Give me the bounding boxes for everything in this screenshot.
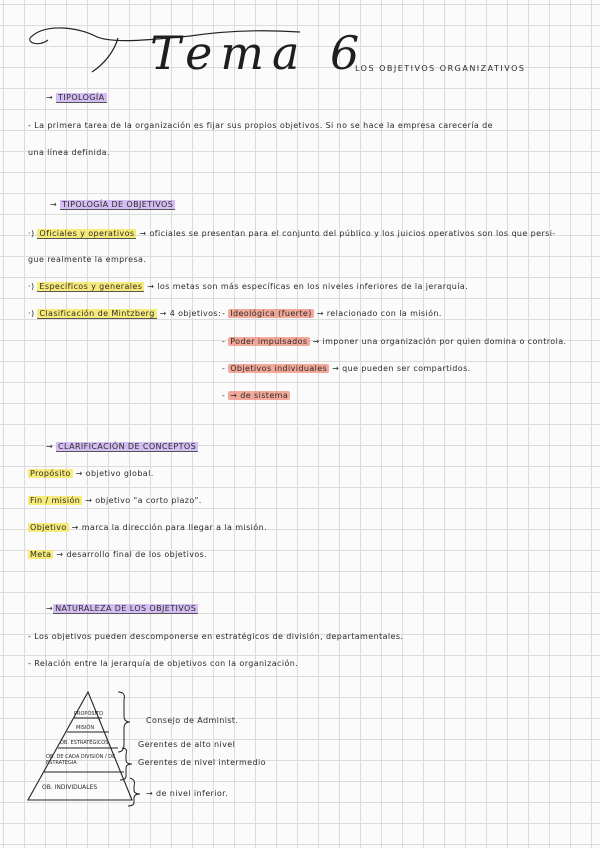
- naturaleza-line1: - Los objetivos pueden descomponerse en estratégicos de división, departamentales.: [28, 632, 404, 641]
- pyramid-level: MISIÓN: [76, 725, 95, 731]
- mintzberg-line: ·) Clasificación de Mintzberg → 4 objetivos:: [28, 309, 222, 318]
- mintzberg-item: - Objetivos individuales → que pueden ser compartidos.: [222, 364, 471, 373]
- tipologia-text-line1: - La primera tarea de la organización es fijar sus propios objetivos. Si no se hace la empresa carecería de: [28, 121, 493, 130]
- pyramid-level: OB. ESTRATÉGICOS: [60, 740, 109, 746]
- concept-line: Propósito → objetivo global.: [30, 469, 154, 478]
- pyramid-annotation: Gerentes de alto nivel: [138, 740, 236, 749]
- mintzberg-item: - Ideológica (fuerte) → relacionado con la misión.: [222, 309, 442, 318]
- pyramid-annotation: Consejo de Administ.: [146, 716, 239, 725]
- page-subtitle: LOS OBJETIVOS ORGANIZATIVOS: [355, 64, 526, 73]
- oficiales-line2: gue realmente la empresa.: [28, 255, 147, 264]
- concept-line: Fin / misión → objetivo "a corto plazo".: [30, 496, 202, 505]
- page-title: Tema 6: [150, 26, 368, 80]
- pyramid-level: OB. DE CADA DIVISIÓN / DE ESTRATEGIA: [46, 754, 116, 766]
- mintzberg-item: - Poder impulsados → imponer una organización por quien domina o controla.: [222, 337, 567, 346]
- pyramid-level: PROPÓSITO: [74, 711, 104, 717]
- naturaleza-line2: - Relación entre la jerarquía de objetivos con la organización.: [28, 659, 299, 668]
- oficiales-line: ·) Oficiales y operativos → oficiales se presentan para el conjunto del público y los juicios operativos son los que persi-: [28, 229, 556, 238]
- section-heading-tipologia-objetivos: → TIPOLOGÍA DE OBJETIVOS: [50, 200, 174, 209]
- section-heading-tipologia: → TIPOLOGÍA: [46, 93, 105, 102]
- tipologia-text-line2: una línea definida.: [28, 148, 110, 157]
- section-heading-naturaleza: → NATURALEZA DE LOS OBJETIVOS: [46, 604, 197, 613]
- section-heading-clarificacion: → CLARIFICACIÓN DE CONCEPTOS: [46, 442, 197, 451]
- pyramid-level: OB. INDIVIDUALES: [42, 784, 98, 791]
- concept-line: Meta → desarrollo final de los objetivos.: [30, 550, 208, 559]
- pyramid-annotation: Gerentes de nivel intermedio: [138, 758, 266, 767]
- especificos-line: ·) Específicos y generales → los metas son más específicas en los niveles inferiores de la jerarquía.: [28, 282, 469, 291]
- pyramid-annotation: → de nivel inferior.: [146, 789, 229, 798]
- mintzberg-item: - → de sistema: [222, 391, 289, 400]
- concept-line: Objetivo → marca la dirección para llegar a la misión.: [30, 523, 268, 532]
